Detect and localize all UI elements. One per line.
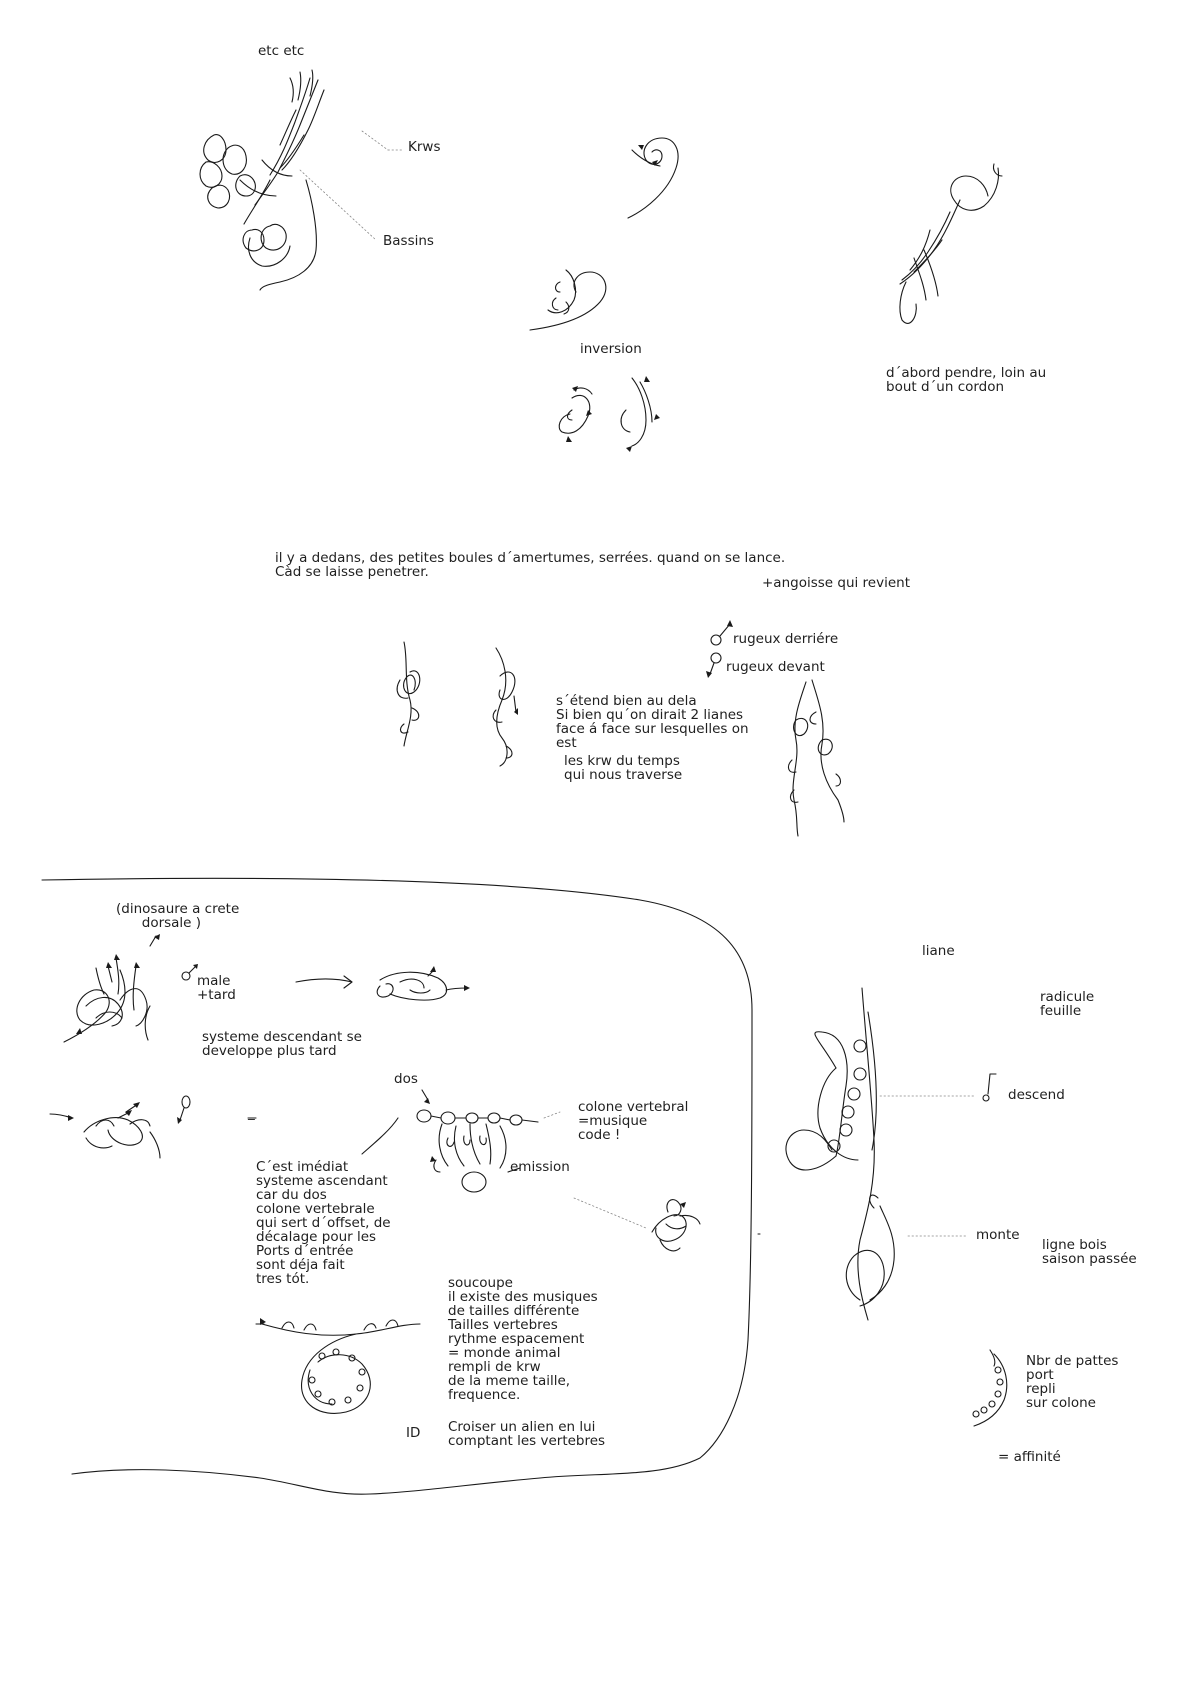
note-bassins: Bassins [383, 233, 434, 249]
note-descend: descend [1008, 1087, 1065, 1103]
pelvis-sketch [200, 70, 324, 290]
saucer-loop-sketch [256, 1318, 420, 1413]
spine-row-sketch [362, 1090, 560, 1192]
note-soucoupe: soucoupe il existe des musiques de tailles différente Tailles vertebres rythme espacement = monde animal rempli de krw de la meme taille, frequence. [448, 1275, 598, 1403]
liana-loops-sketch [786, 988, 894, 1320]
note-alien: Croiser un alien en lui comptant les vertebres [448, 1419, 606, 1449]
pointer-line [362, 131, 388, 150]
note-pendre: d´abord pendre, loin au bout d´un cordon [886, 365, 1047, 395]
note-angoisse: +angoisse qui revient [762, 575, 911, 591]
note-colone: colone vertebral =musique code ! [578, 1099, 689, 1143]
twin-lianas-sketch [789, 680, 844, 836]
leg-count-sketch [973, 1350, 1007, 1426]
note-etc: etc etc [258, 43, 305, 59]
frame-line [42, 878, 752, 1494]
note-ligne-bois: ligne bois saison passée [1042, 1237, 1137, 1267]
fish-creature-sketch [377, 966, 470, 1000]
note-pattes: Nbr de pattes port repli sur colone [1026, 1353, 1119, 1411]
dorsal-creature-sketch [50, 1096, 190, 1158]
note-krws: Krws [408, 139, 441, 155]
knotted-vine-sketch [397, 642, 518, 766]
note-boules: il y a dedans, des petites boules d´amertumes, serrées. quand on se lance. Càd se laisse penetrer. [275, 550, 786, 580]
spiral-hook-sketch [628, 138, 678, 218]
note-inversion: inversion [580, 341, 642, 357]
note-id: ID [406, 1425, 421, 1441]
note-krw-temps: les krw du temps qui nous traverse [564, 753, 683, 783]
curled-embryo-sketch [530, 270, 606, 330]
pointer-line [574, 1198, 646, 1228]
long-arrow-sketch [296, 976, 352, 988]
crest-creature-sketch [64, 934, 160, 1042]
note-male: male +tard [197, 973, 236, 1003]
note-monte: monte [976, 1227, 1020, 1243]
pointer-line [300, 170, 376, 240]
note-liane: liane [922, 943, 955, 959]
note-descendant: systeme descendant se developpe plus tard [202, 1029, 362, 1059]
note-lianes: s´étend bien au dela Si bien qu´on dirait 2 lianes face á face sur lesquelles on est [556, 693, 749, 751]
inversion-arrows-sketch [559, 376, 660, 452]
note-affinite: = affinité [998, 1449, 1061, 1465]
note-dash: _ [248, 1105, 255, 1121]
hanging-seed-sketch [900, 164, 1002, 323]
small-bird-sketch [652, 1200, 700, 1251]
descend-marker-sketch [983, 1074, 996, 1101]
note-radicule: radicule feuille [1040, 989, 1095, 1019]
note-rugeux-devant: rugeux devant [726, 659, 825, 675]
note-dos: dos [394, 1071, 418, 1087]
note-emission: emission [510, 1159, 570, 1175]
note-dinosaure: (dinosaure a crete dorsale ) [116, 901, 240, 931]
male-sign-sketch [182, 964, 198, 980]
note-rugeux-derriere: rugeux derriére [733, 631, 839, 647]
note-ascendant: C´est imédiat systeme ascendant car du dos colone vertebrale qui sert d´offset, de décalage pour les Ports d´entrée sont déja fait tres tót. [256, 1159, 391, 1287]
